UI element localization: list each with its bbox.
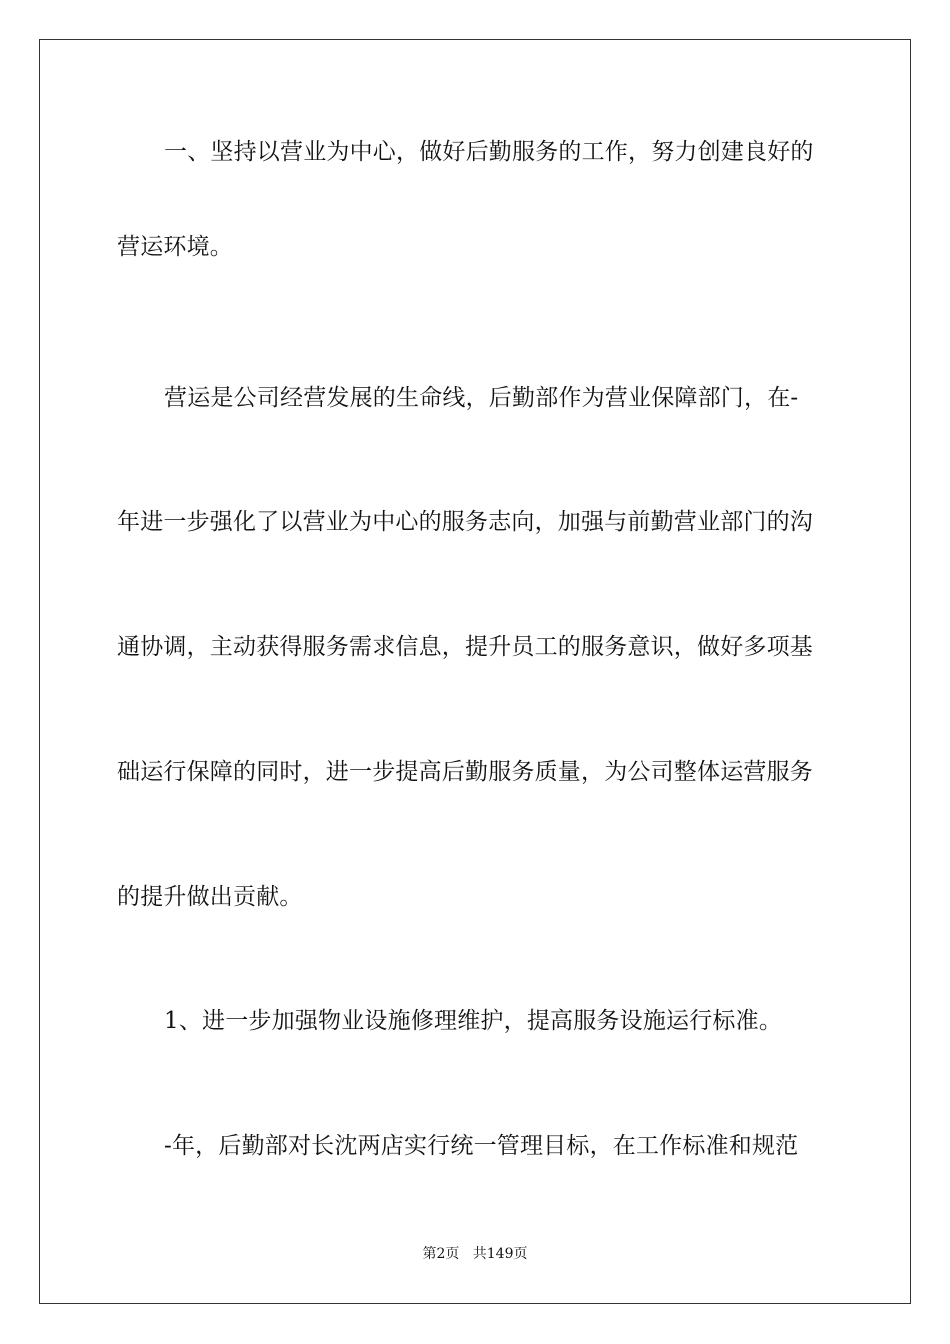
paragraph-line: 1、进一步加强物业设施修理维护，提高服务设施运行标准。 <box>164 1008 783 1034</box>
paragraph-line: 营运是公司经营发展的生命线，后勤部作为营业保障部门，在- <box>164 385 799 411</box>
paragraph-line: 通协调，主动获得服务需求信息，提升员工的服务意识，做好多项基 <box>117 634 813 660</box>
page-footer <box>0 1245 950 1263</box>
paragraph-line: 础运行保障的同时，进一步提高后勤服务质量，为公司整体运营服务 <box>117 759 813 785</box>
page-number: 第2页 <box>422 1246 460 1262</box>
paragraph-line: -年，后勤部对长沈两店实行统一管理目标，在工作标准和规范 <box>164 1133 799 1159</box>
paragraph-line: 一、坚持以营业为中心，做好后勤服务的工作，努力创建良好的 <box>164 139 814 165</box>
page-border <box>39 39 911 1304</box>
paragraph-line: 年进一步强化了以营业为中心的服务志向，加强与前勤营业部门的沟 <box>117 509 813 535</box>
page-total: 共149页 <box>472 1246 528 1262</box>
paragraph-line: 的提升做出贡献。 <box>117 884 303 910</box>
paragraph-line: 营运环境。 <box>117 234 233 260</box>
